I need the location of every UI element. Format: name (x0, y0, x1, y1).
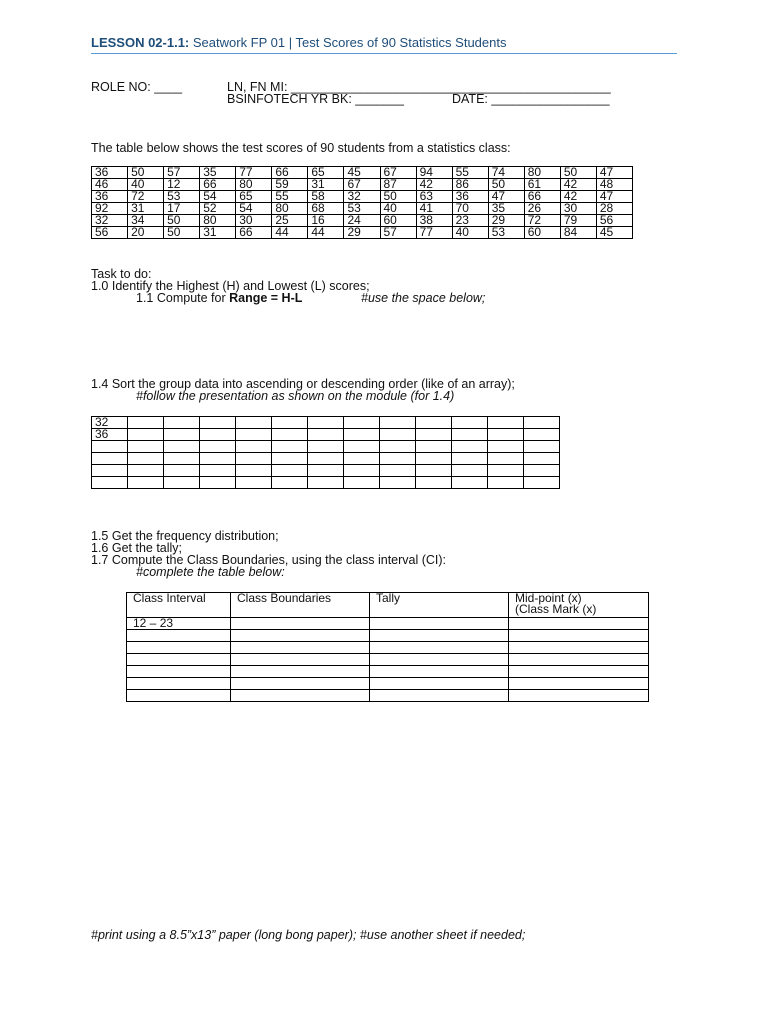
sort-cell[interactable] (416, 429, 452, 441)
sort-cell[interactable] (524, 465, 560, 477)
lesson-header (91, 35, 506, 50)
score-cell: 35 (488, 203, 524, 215)
score-cell: 72 (524, 215, 560, 227)
sort-cell[interactable] (488, 429, 524, 441)
sort-cell[interactable] (380, 441, 416, 453)
score-cell: 42 (560, 191, 596, 203)
score-cell: 23 (452, 215, 488, 227)
scores-table (91, 166, 633, 239)
sort-cell[interactable] (344, 453, 380, 465)
score-cell: 29 (344, 227, 380, 239)
sort-row (92, 429, 560, 441)
sort-cell[interactable] (272, 453, 308, 465)
sort-cell[interactable] (128, 477, 164, 489)
frequency-row (127, 642, 649, 654)
score-cell: 31 (128, 203, 164, 215)
sort-cell[interactable] (164, 453, 200, 465)
sort-cell[interactable] (416, 417, 452, 429)
frequency-cell[interactable] (231, 654, 370, 666)
score-cell: 92 (92, 203, 128, 215)
score-cell: 66 (272, 167, 308, 179)
score-cell: 52 (200, 203, 236, 215)
date-field: DATE: _________________ (452, 92, 610, 106)
score-cell: 12 (164, 179, 200, 191)
score-cell: 70 (452, 203, 488, 215)
score-cell: 45 (344, 167, 380, 179)
sort-table-body (92, 417, 560, 489)
score-cell: 53 (164, 191, 200, 203)
intro-text: The table below shows the test scores of 90 students from a statistics class: (91, 141, 511, 155)
sort-table (91, 416, 560, 489)
header-class-interval: Class Interval (127, 593, 231, 618)
scores-row (92, 191, 633, 203)
name-field: LN, FN MI: ______________________________________________ (227, 80, 611, 94)
score-cell: 57 (380, 227, 416, 239)
sort-cell[interactable] (236, 441, 272, 453)
score-cell: 47 (488, 191, 524, 203)
frequency-cell[interactable] (231, 642, 370, 654)
frequency-row (127, 630, 649, 642)
lesson-title: Seatwork FP 01 | Test Scores of 90 Statistics Students (189, 35, 507, 50)
sort-cell[interactable] (452, 429, 488, 441)
sort-cell[interactable] (272, 417, 308, 429)
score-cell: 60 (380, 215, 416, 227)
sort-cell[interactable] (488, 453, 524, 465)
header-class-boundaries: Class Boundaries (231, 593, 370, 618)
sort-cell[interactable] (416, 477, 452, 489)
score-cell: 80 (200, 215, 236, 227)
lesson-number: LESSON 02-1.1: (91, 35, 190, 50)
score-cell: 32 (344, 191, 380, 203)
scores-row (92, 179, 633, 191)
frequency-cell[interactable] (509, 678, 649, 690)
sort-cell[interactable] (380, 477, 416, 489)
score-cell: 50 (488, 179, 524, 191)
score-cell: 54 (200, 191, 236, 203)
frequency-cell[interactable] (127, 642, 231, 654)
sort-cell[interactable] (488, 417, 524, 429)
frequency-cell[interactable] (370, 642, 509, 654)
sort-cell[interactable] (128, 441, 164, 453)
sort-cell[interactable] (308, 465, 344, 477)
score-cell: 61 (524, 179, 560, 191)
sort-cell[interactable] (200, 477, 236, 489)
score-cell: 46 (92, 179, 128, 191)
score-cell: 30 (236, 215, 272, 227)
sort-cell[interactable] (344, 477, 380, 489)
score-cell: 41 (416, 203, 452, 215)
sort-cell[interactable] (308, 441, 344, 453)
score-cell: 30 (560, 203, 596, 215)
sort-cell[interactable] (452, 453, 488, 465)
sort-cell[interactable] (416, 465, 452, 477)
sort-cell[interactable] (272, 465, 308, 477)
score-cell: 65 (308, 167, 344, 179)
task-1-0: 1.0 Identify the Highest (H) and Lowest (L) scores; (91, 279, 370, 293)
frequency-cell[interactable] (370, 618, 509, 630)
score-cell: 50 (128, 167, 164, 179)
score-cell: 42 (416, 179, 452, 191)
score-cell: 44 (272, 227, 308, 239)
score-cell: 94 (416, 167, 452, 179)
frequency-cell[interactable] (509, 630, 649, 642)
print-note: #print using a 8.5”x13” paper (long bong paper); #use another sheet if needed; (91, 928, 526, 942)
frequency-cell[interactable] (127, 630, 231, 642)
sort-cell[interactable] (272, 429, 308, 441)
score-cell: 31 (308, 179, 344, 191)
sort-cell[interactable] (128, 417, 164, 429)
score-cell: 55 (272, 191, 308, 203)
frequency-row (127, 690, 649, 702)
sort-cell[interactable]: 36 (92, 429, 128, 441)
score-cell: 26 (524, 203, 560, 215)
score-cell: 45 (596, 227, 632, 239)
score-cell: 80 (272, 203, 308, 215)
sort-cell[interactable] (308, 429, 344, 441)
frequency-cell[interactable] (509, 690, 649, 702)
frequency-cell[interactable] (231, 678, 370, 690)
score-cell: 54 (236, 203, 272, 215)
sort-cell[interactable] (200, 417, 236, 429)
sort-cell[interactable] (236, 465, 272, 477)
score-cell: 74 (488, 167, 524, 179)
sort-cell[interactable] (524, 477, 560, 489)
sort-cell[interactable] (416, 441, 452, 453)
sort-cell[interactable] (92, 465, 128, 477)
sort-cell[interactable] (524, 429, 560, 441)
score-cell: 58 (308, 191, 344, 203)
frequency-row (127, 666, 649, 678)
sort-cell[interactable] (488, 477, 524, 489)
sort-cell[interactable] (164, 429, 200, 441)
frequency-cell[interactable] (370, 666, 509, 678)
score-cell: 47 (596, 191, 632, 203)
score-cell: 86 (452, 179, 488, 191)
sort-cell[interactable] (380, 417, 416, 429)
scores-row (92, 215, 633, 227)
score-cell: 50 (560, 167, 596, 179)
score-cell: 47 (596, 167, 632, 179)
sort-cell[interactable] (380, 465, 416, 477)
sort-cell[interactable] (164, 465, 200, 477)
frequency-table (126, 592, 649, 702)
sort-row (92, 453, 560, 465)
frequency-cell[interactable] (370, 678, 509, 690)
sort-row (92, 465, 560, 477)
sort-cell[interactable] (380, 429, 416, 441)
frequency-row (127, 654, 649, 666)
score-cell: 31 (200, 227, 236, 239)
task-1-5: 1.5 Get the frequency distribution; (91, 529, 279, 543)
scores-table-body (92, 167, 633, 239)
sort-cell[interactable] (488, 441, 524, 453)
sort-cell[interactable] (236, 453, 272, 465)
task-1-4: 1.4 Sort the group data into ascending or descending order (like of an array); (91, 377, 515, 391)
sort-cell[interactable] (128, 453, 164, 465)
range-formula: Range = H-L (229, 291, 303, 305)
sort-cell[interactable] (200, 453, 236, 465)
frequency-row (127, 678, 649, 690)
scores-row (92, 203, 633, 215)
score-cell: 67 (344, 179, 380, 191)
score-cell: 42 (560, 179, 596, 191)
score-cell: 77 (416, 227, 452, 239)
header-midpoint (509, 593, 649, 618)
frequency-cell[interactable] (509, 666, 649, 678)
score-cell: 57 (164, 167, 200, 179)
header-midpoint-line1: Mid-point (x) (515, 592, 582, 605)
sort-cell[interactable] (200, 465, 236, 477)
frequency-cell[interactable] (370, 630, 509, 642)
header-midpoint-line2: (Class Mark (x) (515, 602, 597, 616)
sort-cell[interactable] (524, 441, 560, 453)
score-cell: 84 (560, 227, 596, 239)
score-cell: 44 (308, 227, 344, 239)
sort-cell[interactable] (344, 465, 380, 477)
score-cell: 67 (380, 167, 416, 179)
score-cell: 29 (488, 215, 524, 227)
sort-cell[interactable] (344, 429, 380, 441)
sort-cell[interactable] (128, 429, 164, 441)
score-cell: 60 (524, 227, 560, 239)
sort-cell[interactable] (308, 477, 344, 489)
header-tally: Tally (370, 593, 509, 618)
score-cell: 80 (236, 179, 272, 191)
sort-cell[interactable] (236, 429, 272, 441)
score-cell: 25 (272, 215, 308, 227)
score-cell: 40 (128, 179, 164, 191)
sort-row (92, 441, 560, 453)
score-cell: 77 (236, 167, 272, 179)
sort-row (92, 477, 560, 489)
frequency-cell[interactable] (231, 666, 370, 678)
sort-cell[interactable] (308, 417, 344, 429)
course-field: BSINFOTECH YR BK: _______ (227, 92, 404, 106)
sort-cell[interactable] (200, 441, 236, 453)
sort-cell[interactable] (308, 453, 344, 465)
frequency-cell[interactable] (370, 654, 509, 666)
score-cell: 53 (488, 227, 524, 239)
score-cell: 66 (236, 227, 272, 239)
frequency-cell[interactable] (127, 666, 231, 678)
score-cell: 35 (200, 167, 236, 179)
task-1-1-note: #use the space below; (361, 291, 486, 305)
score-cell: 28 (596, 203, 632, 215)
sort-cell[interactable] (452, 417, 488, 429)
score-cell: 32 (92, 215, 128, 227)
sort-cell[interactable]: 32 (92, 417, 128, 429)
sort-cell[interactable] (92, 441, 128, 453)
sort-cell[interactable] (92, 453, 128, 465)
sort-cell[interactable] (344, 417, 380, 429)
score-cell: 50 (164, 227, 200, 239)
frequency-cell[interactable] (231, 618, 370, 630)
sort-cell[interactable] (524, 453, 560, 465)
sort-cell[interactable] (92, 477, 128, 489)
task-1-7-note: #complete the table below: (136, 565, 285, 579)
frequency-cell[interactable] (231, 690, 370, 702)
scores-row (92, 227, 633, 239)
role-no-field: ROLE NO: ____ (91, 80, 183, 94)
score-cell: 66 (524, 191, 560, 203)
score-cell: 36 (452, 191, 488, 203)
sort-cell[interactable] (272, 441, 308, 453)
score-cell: 63 (416, 191, 452, 203)
sort-cell[interactable] (452, 441, 488, 453)
score-cell: 40 (452, 227, 488, 239)
frequency-table-header-row (127, 593, 649, 618)
frequency-cell[interactable]: 12 – 23 (127, 618, 231, 630)
score-cell: 50 (164, 215, 200, 227)
score-cell: 17 (164, 203, 200, 215)
sort-cell[interactable] (272, 477, 308, 489)
sort-cell[interactable] (164, 441, 200, 453)
sort-cell[interactable] (164, 477, 200, 489)
frequency-row (127, 618, 649, 630)
frequency-cell[interactable] (127, 654, 231, 666)
score-cell: 36 (92, 167, 128, 179)
sort-cell[interactable] (380, 453, 416, 465)
sort-cell[interactable] (236, 417, 272, 429)
task-1-1-label: 1.1 Compute for (136, 291, 230, 305)
score-cell: 56 (596, 215, 632, 227)
sort-cell[interactable] (164, 417, 200, 429)
score-cell: 87 (380, 179, 416, 191)
score-cell: 20 (128, 227, 164, 239)
task-1-6: 1.6 Get the tally; (91, 541, 183, 555)
score-cell: 16 (308, 215, 344, 227)
header-divider (91, 53, 677, 54)
frequency-table-body (127, 593, 649, 702)
frequency-cell[interactable] (509, 654, 649, 666)
score-cell: 80 (524, 167, 560, 179)
frequency-cell[interactable] (509, 618, 649, 630)
score-cell: 56 (92, 227, 128, 239)
frequency-cell[interactable] (127, 678, 231, 690)
sort-row (92, 417, 560, 429)
score-cell: 38 (416, 215, 452, 227)
score-cell: 53 (344, 203, 380, 215)
score-cell: 59 (272, 179, 308, 191)
task-1-7: 1.7 Compute the Class Boundaries, using the class interval (CI): (91, 553, 447, 567)
score-cell: 48 (596, 179, 632, 191)
task-heading: Task to do: (91, 267, 152, 281)
sort-cell[interactable] (416, 453, 452, 465)
frequency-cell[interactable] (509, 642, 649, 654)
score-cell: 50 (380, 191, 416, 203)
scores-row (92, 167, 633, 179)
score-cell: 66 (200, 179, 236, 191)
frequency-cell[interactable] (231, 630, 370, 642)
sort-cell[interactable] (128, 465, 164, 477)
sort-cell[interactable] (236, 477, 272, 489)
score-cell: 24 (344, 215, 380, 227)
score-cell: 36 (92, 191, 128, 203)
score-cell: 68 (308, 203, 344, 215)
sort-cell[interactable] (488, 465, 524, 477)
score-cell: 40 (380, 203, 416, 215)
sort-cell[interactable] (344, 441, 380, 453)
sort-cell[interactable] (452, 465, 488, 477)
score-cell: 79 (560, 215, 596, 227)
score-cell: 72 (128, 191, 164, 203)
frequency-cell[interactable] (127, 690, 231, 702)
task-1-1 (136, 292, 302, 305)
task-1-4-note: #follow the presentation as shown on the module (for 1.4) (136, 389, 455, 403)
sort-cell[interactable] (200, 429, 236, 441)
score-cell: 55 (452, 167, 488, 179)
frequency-cell[interactable] (370, 690, 509, 702)
sort-cell[interactable] (452, 477, 488, 489)
score-cell: 65 (236, 191, 272, 203)
sort-cell[interactable] (524, 417, 560, 429)
score-cell: 34 (128, 215, 164, 227)
